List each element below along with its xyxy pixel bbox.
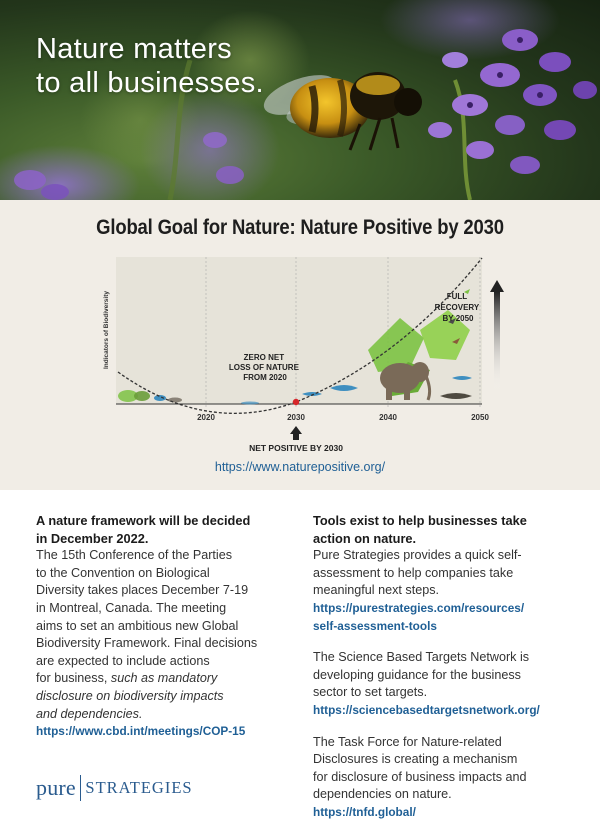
hero-title-line-1: Nature matters [36,33,232,65]
block-line: meaningful next steps. [313,583,440,598]
y-axis-label: Indicators of Biodiversity [103,290,110,370]
hero-title [36,32,264,100]
zero-net-line-3: FROM 2020 [243,373,287,382]
bee-on-lavender-image [0,0,600,200]
annotation-net-positive: NET POSITIVE BY 2030 [249,443,343,453]
sbtn-link[interactable]: https://sciencebasedtargetsnetwork.org/ [313,702,540,717]
full-recovery-line-2: RECOVERY [434,303,480,312]
framework-heading-line-1: A nature framework will be decided [36,513,251,528]
self-assessment-link-line-2: self-assessment-tools [313,618,437,633]
framework-body-line: The 15th Conference of the Parties [36,548,233,563]
framework-body-line: in Montreal, Canada. The meeting [36,600,227,615]
self-assessment-link[interactable] [313,600,571,635]
block-line: sector to set targets. [313,685,428,700]
tools-heading [313,512,571,547]
x-tick-2020: 2020 [197,413,215,422]
upward-arrow-icon [490,280,504,392]
nature-positive-infographic [0,200,600,490]
framework-italic-text: such as mandatory [110,671,218,686]
x-tick-2040: 2040 [379,413,397,422]
logo-strategies-text: STRATEGIES [85,778,193,797]
framework-body [36,547,286,741]
framework-heading-line-2: in December 2022. [36,530,149,546]
block-line: The Task Force for Nature-related [313,734,502,749]
full-recovery-line-3: BY 2050 [442,314,474,323]
zero-net-line-1: ZERO NET [243,353,285,362]
net-positive-marker [293,399,299,405]
block-line: Pure Strategies provides a quick self- [313,548,522,563]
zero-net-line-2: LOSS OF NATURE [228,363,299,372]
hero-banner [0,0,600,200]
block-line: developing guidance for the business [313,667,521,682]
tools-heading-line-1: Tools exist to help businesses take [313,513,527,528]
logo-pure-text: pure [36,775,76,800]
framework-italic-line: and dependencies. [36,706,143,721]
block-line: assessment to help companies take [313,565,514,580]
framework-column [36,512,286,741]
full-recovery-line-1: FULL [446,292,468,301]
block-line: The Science Based Targets Network is [313,650,530,665]
sbtn-block [313,649,571,719]
framework-italic-line: disclosure on biodiversity impacts [36,688,224,703]
tnfd-block [313,734,571,822]
x-tick-2030: 2030 [287,413,305,422]
pure-strategies-block [313,547,571,635]
tools-heading-line-2: action on nature. [313,530,417,546]
x-tick-2050: 2050 [471,413,489,422]
pure-strategies-logo [36,775,193,801]
naturepositive-link[interactable]: https://www.naturepositive.org/ [214,460,386,474]
block-line: dependencies on nature. [313,787,452,802]
framework-body-line: Diversity takes places December 7-19 [36,583,249,598]
framework-body-line: to the Convention on Biological [36,565,210,580]
framework-body-line: are expected to include actions [36,653,210,668]
framework-body-line: Biodiversity Framework. Final decisions [36,636,258,651]
block-line: Disclosures is creating a mechanism [313,752,518,767]
framework-body-line: aims to set an ambitious new Global [36,618,239,633]
tnfd-link[interactable]: https://tnfd.global/ [313,804,416,819]
cbd-cop15-link[interactable]: https://www.cbd.int/meetings/COP-15 [36,724,246,739]
framework-body-line [36,670,286,688]
framework-heading [36,512,286,547]
net-positive-arrow-icon [290,426,302,440]
hero-title-line-2: to all businesses. [36,67,264,99]
infographic-title: Global Goal for Nature: Nature Positive by 2030 [96,216,504,239]
nature-positive-chart [0,200,600,490]
framework-body-text: for business, [36,671,108,686]
self-assessment-link-line-1: https://purestrategies.com/resources/ [313,600,525,615]
block-line: for disclosure of business impacts and [313,769,527,784]
tools-column [313,512,571,832]
logo-divider [80,775,82,801]
